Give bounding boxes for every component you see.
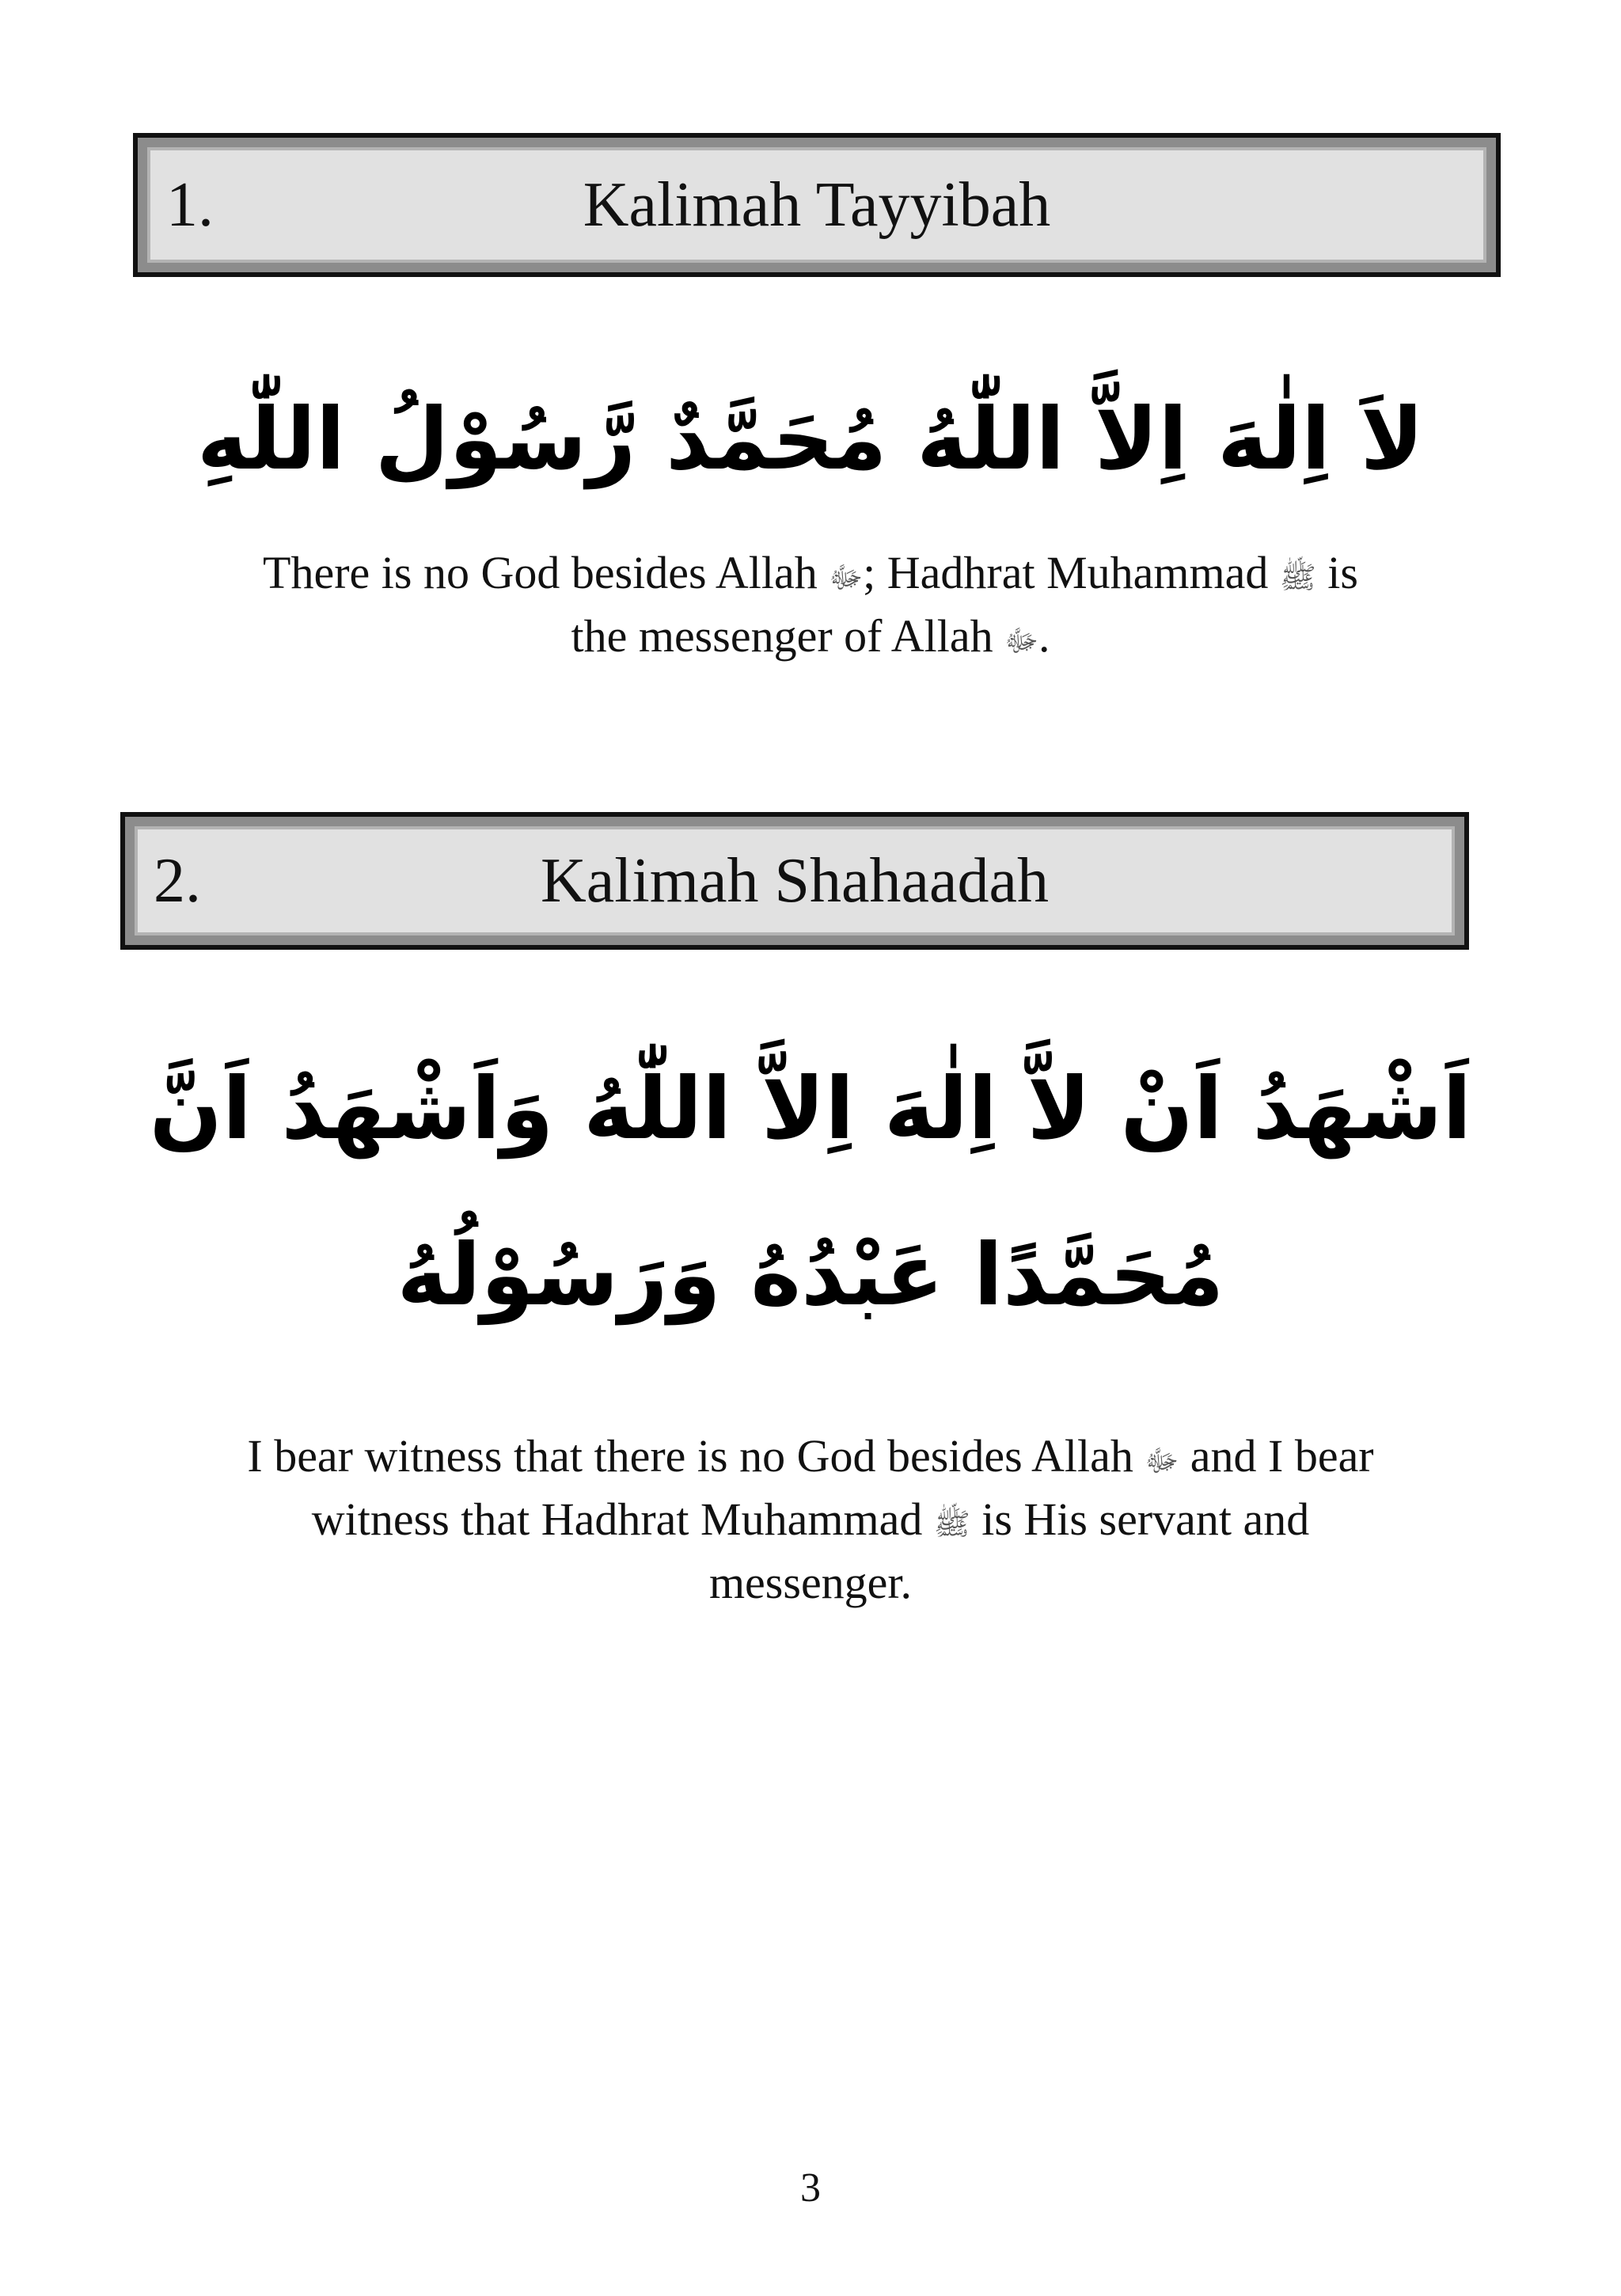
arabic-text: لاَ اِلٰهَ اِلاَّ اللّٰهُ مُحَمَّدٌ رَّسُوْلُ اللّٰهِ: [196, 390, 1425, 489]
translation-text: [0, 541, 1621, 668]
translation-line-1: I bear witness that there is no God besides Allah ﷻ and I bear: [247, 1430, 1374, 1482]
section-title: Kalimah Tayyibah: [583, 170, 1051, 240]
page-number: 3: [800, 2165, 821, 2211]
translation-line-2: witness that Hadhrat Muhammad ﷺ is His servant and: [311, 1493, 1310, 1546]
section-2-header: [120, 812, 1469, 950]
section-1-header: [133, 133, 1501, 277]
translation-line-1: There is no God besides Allah ﷻ; Hadhrat Muhammad ﷺ is: [263, 547, 1358, 598]
section-title: Kalimah Shahaadah: [541, 846, 1049, 916]
translation-line-3: messenger.: [708, 1557, 913, 1609]
allah-honorific-icon: ﷻ: [1004, 623, 1039, 658]
section-number: 1.: [166, 170, 214, 240]
section-1-header-inner: [147, 147, 1486, 263]
arabic-text-line-1: اَشْهَدُ اَنْ لاَّ اِلٰهَ اِلاَّ اللّٰهُ وَاَشْهَدُ اَنَّ: [149, 1060, 1472, 1159]
allah-honorific-icon: ﷻ: [1145, 1443, 1179, 1478]
prophet-honorific-icon: ﷺ: [1279, 560, 1316, 595]
translation-text: [0, 1425, 1621, 1615]
section-2-header-inner: [135, 826, 1455, 935]
allah-honorific-icon: ﷻ: [829, 560, 864, 595]
section-number: 2.: [154, 846, 201, 916]
prophet-honorific-icon: ﷺ: [933, 1506, 970, 1542]
arabic-text-line-2: مُحَمَّدًا عَبْدُهُ وَرَسُوْلُهُ: [397, 1226, 1224, 1325]
translation-line-2: the messenger of Allah ﷻ.: [571, 610, 1050, 662]
